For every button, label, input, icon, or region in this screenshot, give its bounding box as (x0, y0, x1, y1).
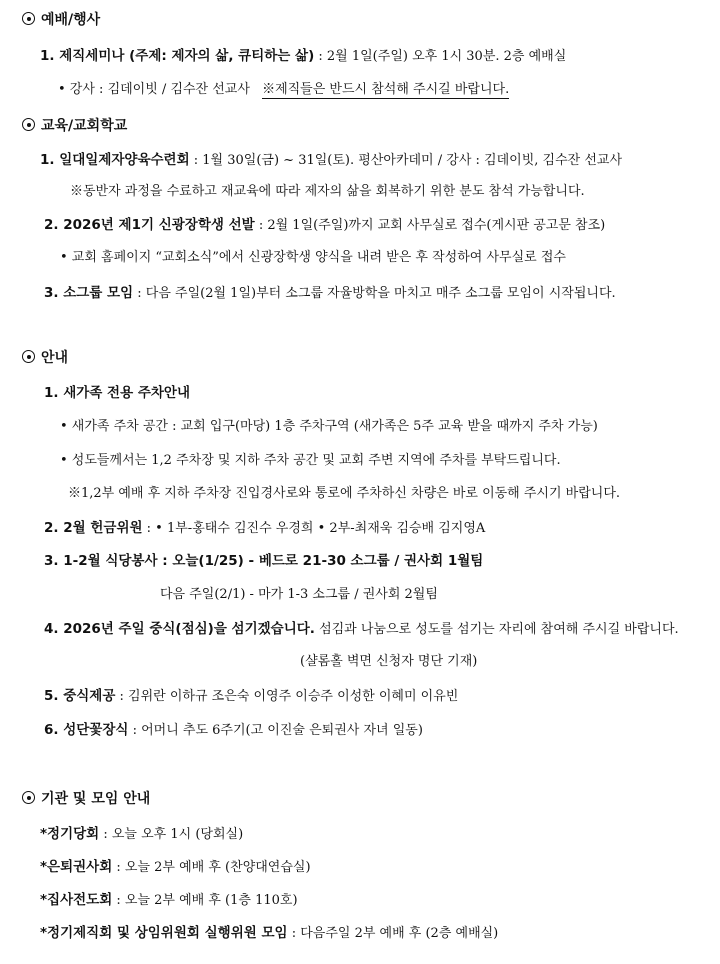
education-item-1: 1. 일대일제자양육수련회 : 1월 30일(금) ~ 31일(토). 평산아카데미 / 강사 : 김데이빗, 김수잔 선교사 (40, 152, 623, 168)
notice-item-4: 4. 2026년 주일 중식(점심)을 섬기겠습니다. 섬김과 나눔으로 성도를 섬기는 자리에 참여해 주시길 바랍니다. (44, 621, 679, 637)
bullet-circle-icon (22, 350, 35, 363)
notice-item-1-sub-1: • 새가족 주차 공간 : 교회 입구(마당) 1층 주차구역 (새가족은 5주 교육 받을 때까지 주차 가능) (60, 419, 598, 434)
meeting-item: *정기당회 : 오늘 오후 1시 (당회실) (40, 826, 244, 842)
section-notice-heading: 안내 (22, 348, 68, 368)
notice-item-2: 2. 2월 헌금위원 : • 1부-홍태수 김진수 우경희 • 2부-최재욱 김승배 김지영A (44, 520, 486, 536)
notice-item-1-sub-2: • 성도들께서는 1,2 주차장 및 지하 주차 공간 및 교회 주변 지역에 주차를 부탁드립니다. (60, 453, 561, 468)
worship-item-1-sub: • 강사 : 김데이빗 / 김수잔 선교사 ※제직들은 반드시 참석해 주시길 바랍니다. (58, 82, 510, 97)
notice-item-6: 6. 성단꽃장식 : 어머니 추도 6주기(고 이진술 은퇴권사 자녀 일동) (44, 722, 423, 738)
education-item-1-note: ※동반자 과정을 수료하고 재교육에 따라 제자의 삶을 회복하기 위한 분도 참석 가능합니다. (70, 184, 585, 199)
education-item-2: 2. 2026년 제1기 신광장학생 선발 : 2월 1일(주일)까지 교회 사무실로 접수(게시판 공고문 참조) (44, 217, 606, 233)
notice-item-3: 3. 1-2월 식당봉사 : 오늘(1/25) - 베드로 21-30 소그룹 / 권사회 1월팀 (44, 553, 484, 569)
bullet-circle-icon (22, 791, 35, 804)
notice-item-1: 1. 새가족 전용 주차안내 (44, 385, 190, 401)
notice-item-3-next: 다음 주일(2/1) - 마가 1-3 소그룹 / 권사회 2월팀 (160, 587, 438, 602)
section-meetings-heading: 기관 및 모임 안내 (22, 789, 150, 809)
notice-item-4-note: (샬롬홀 벽면 신청자 명단 기재) (300, 654, 478, 669)
attendance-note: ※제직들은 반드시 참석해 주시길 바랍니다. (262, 82, 510, 97)
section-education-heading: 교육/교회학교 (22, 116, 127, 136)
bullet-circle-icon (22, 118, 35, 131)
meeting-item: *정기제직회 및 상임위원회 실행위원 모임 : 다음주일 2부 예배 후 (2층 예배실) (40, 925, 499, 941)
notice-item-1-sub-3: ※1,2부 예배 후 지하 주차장 진입경사로와 통로에 주차하신 차량은 바로 이동해 주시기 바랍니다. (68, 486, 621, 501)
education-item-2-sub: • 교회 홈페이지 “교회소식”에서 신광장학생 양식을 내려 받은 후 작성하여 사무실로 접수 (60, 250, 566, 265)
meeting-item: *집사전도회 : 오늘 2부 예배 후 (1층 110호) (40, 892, 298, 908)
section-worship-heading: 예배/행사 (22, 10, 100, 30)
education-item-3: 3. 소그룹 모임 : 다음 주일(2월 1일)부터 소그룹 자율방학을 마치고 매주 소그룹 모임이 시작됩니다. (44, 285, 616, 301)
worship-item-1: 1. 제직세미나 (주제: 제자의 삶, 큐티하는 삶) : 2월 1일(주일) 오후 1시 30분. 2층 예배실 (40, 48, 567, 64)
notice-item-5: 5. 중식제공 : 김위란 이하규 조은숙 이영주 이승주 이성한 이혜미 이유빈 (44, 688, 459, 704)
bullet-circle-icon (22, 12, 35, 25)
meeting-item: *은퇴권사회 : 오늘 2부 예배 후 (찬양대연습실) (40, 859, 311, 875)
